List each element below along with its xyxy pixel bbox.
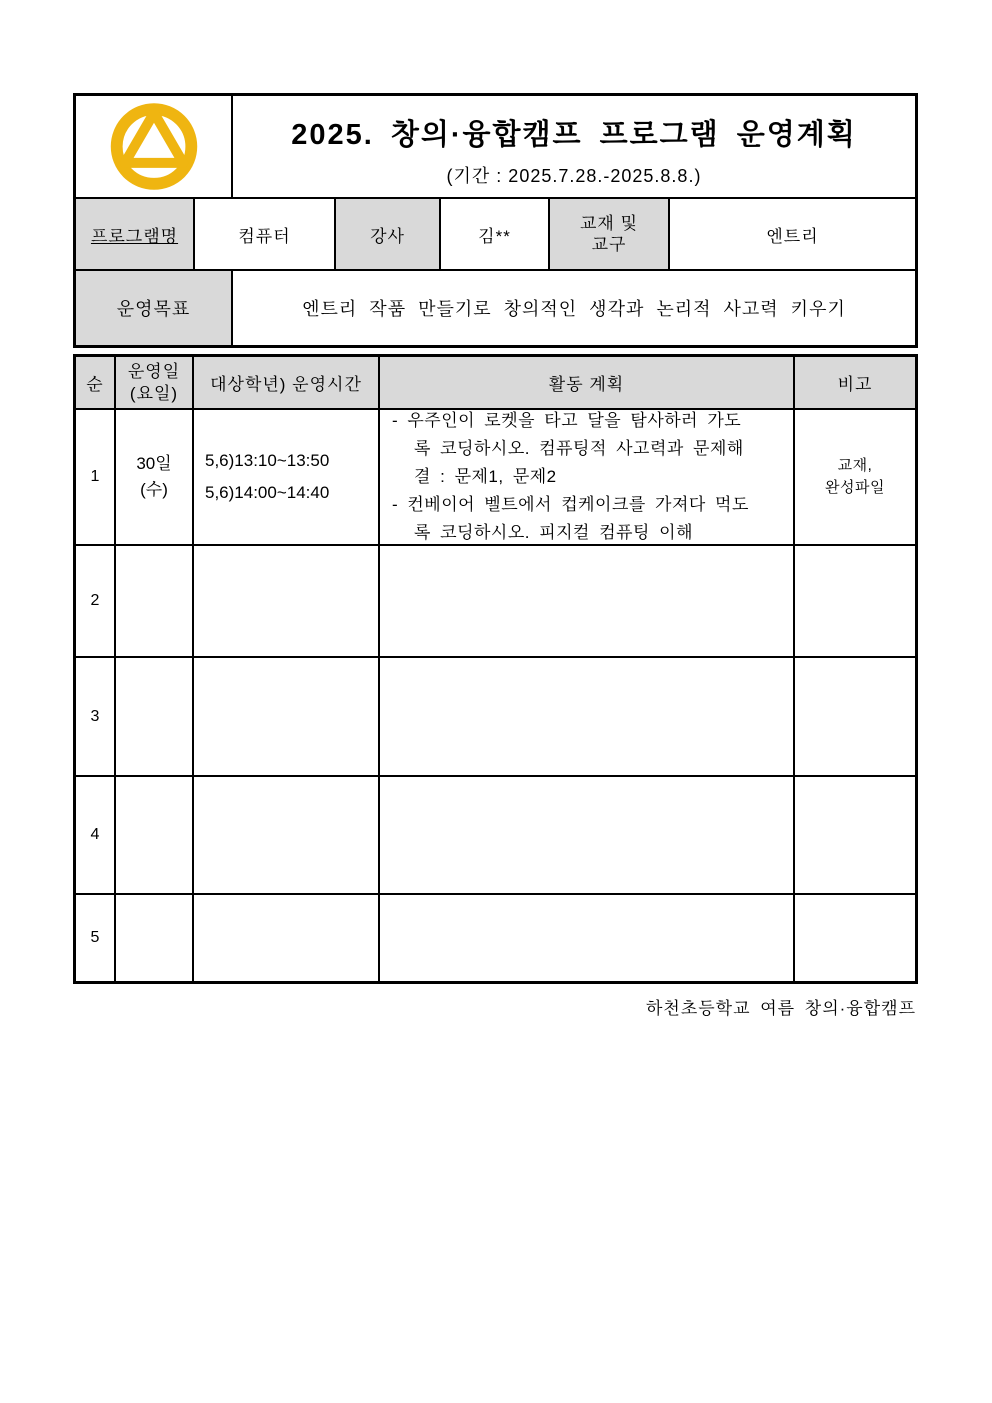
program-info-row — [76, 199, 915, 271]
plan-line: 록 코딩하시오. 피지컬 컴퓨팅 이해 — [414, 523, 694, 542]
document-period: (기간 : 2025.7.28.-2025.8.8.) — [446, 165, 702, 186]
row3-no-cell — [76, 658, 116, 775]
program-name-label: 프로그램명 — [90, 226, 179, 246]
row1-date-line2: (수) — [140, 480, 168, 499]
goal-value: 엔트리 작품 만들기로 창의적인 생각과 논리적 사고력 키우기 — [302, 299, 846, 319]
header-time-cell — [194, 357, 380, 408]
materials-value: 엔트리 — [766, 226, 819, 246]
row1-time-line2: 5,6)14:00~14:40 — [205, 483, 330, 502]
row4-no: 4 — [90, 826, 100, 843]
row1-no-cell — [76, 410, 116, 544]
header-no-cell — [76, 357, 116, 408]
row3-date-cell — [116, 658, 194, 775]
schedule-row-2 — [76, 546, 915, 658]
footer-text: 하천초등학교 여름 창의·융합캠프 — [645, 999, 916, 1018]
instructor-value: 김** — [478, 226, 511, 246]
row5-time-cell — [194, 895, 380, 981]
row4-note-cell — [795, 777, 915, 893]
row1-time-cell — [194, 410, 380, 544]
program-name-value-cell — [195, 199, 336, 269]
materials-label-line2: 교구 — [591, 235, 627, 254]
goal-label: 운영목표 — [116, 299, 191, 319]
header-date-line1: 운영일 — [127, 361, 181, 381]
logo-cell — [76, 96, 233, 197]
row4-date-cell — [116, 777, 194, 893]
school-emblem-icon — [106, 101, 202, 192]
row2-note-cell — [795, 546, 915, 656]
row4-time-cell — [194, 777, 380, 893]
instructor-label-cell — [336, 199, 441, 269]
row2-no: 2 — [90, 592, 100, 609]
schedule-row-3 — [76, 658, 915, 777]
header-note-cell — [795, 357, 915, 408]
row1-plan-cell — [380, 410, 795, 544]
row5-note-cell — [795, 895, 915, 981]
row3-note-cell — [795, 658, 915, 775]
materials-label-line1: 교재 및 — [580, 214, 638, 233]
row1-time-line1: 5,6)13:10~13:50 — [205, 451, 330, 470]
header-plan-cell — [380, 357, 795, 408]
goal-label-cell — [76, 271, 233, 345]
row4-plan-cell — [380, 777, 795, 893]
materials-value-cell — [670, 199, 915, 269]
plan-line: 록 코딩하시오. 컴퓨팅적 사고력과 문제해 — [414, 439, 744, 458]
header-date-line2: (요일) — [129, 383, 179, 403]
row3-plan-cell — [380, 658, 795, 775]
instructor-value-cell — [441, 199, 550, 269]
title-cell — [233, 96, 915, 197]
row2-no-cell — [76, 546, 116, 656]
program-name-value: 컴퓨터 — [238, 226, 291, 246]
row4-no-cell — [76, 777, 116, 893]
header-date-cell — [116, 357, 194, 408]
document-body — [73, 93, 918, 1019]
schedule-row-1 — [76, 410, 915, 546]
header-no: 순 — [86, 375, 104, 394]
goal-value-cell — [233, 271, 915, 345]
row2-date-cell — [116, 546, 194, 656]
document-title: 2025. 창의·융합캠프 프로그램 운영계획 — [291, 118, 857, 151]
title-row — [76, 96, 915, 199]
row3-time-cell — [194, 658, 380, 775]
schedule-row-4 — [76, 777, 915, 895]
row1-note-line2: 완성파일 — [825, 479, 885, 496]
row5-plan-cell — [380, 895, 795, 981]
row1-note-line1: 교재, — [837, 457, 873, 474]
header-plan: 활동 계획 — [548, 375, 625, 394]
schedule-header-row — [76, 357, 915, 410]
row3-no: 3 — [90, 707, 100, 725]
plan-line: - 우주인이 로켓을 타고 달을 탐사하러 가도 — [392, 411, 742, 430]
plan-line: - 컨베이어 벨트에서 컵케이크를 가져다 먹도 — [392, 495, 749, 514]
header-time: 대상학년) 운영시간 — [210, 375, 362, 394]
plan-line: 결 : 문제1, 문제2 — [414, 467, 557, 486]
row5-no: 5 — [90, 929, 100, 946]
row5-no-cell — [76, 895, 116, 981]
instructor-label: 강사 — [370, 226, 405, 246]
program-info-table — [73, 93, 918, 348]
program-name-label-cell — [76, 199, 195, 269]
header-note: 비고 — [837, 375, 873, 394]
row1-no: 1 — [90, 468, 100, 485]
materials-label-cell — [550, 199, 670, 269]
schedule-table — [73, 354, 918, 984]
row2-time-cell — [194, 546, 380, 656]
row1-date-cell — [116, 410, 194, 544]
row1-note-cell — [795, 410, 915, 544]
row2-plan-cell — [380, 546, 795, 656]
row1-date-line1: 30일 — [136, 454, 172, 473]
row5-date-cell — [116, 895, 194, 981]
schedule-row-5 — [76, 895, 915, 981]
goal-row — [76, 271, 915, 345]
